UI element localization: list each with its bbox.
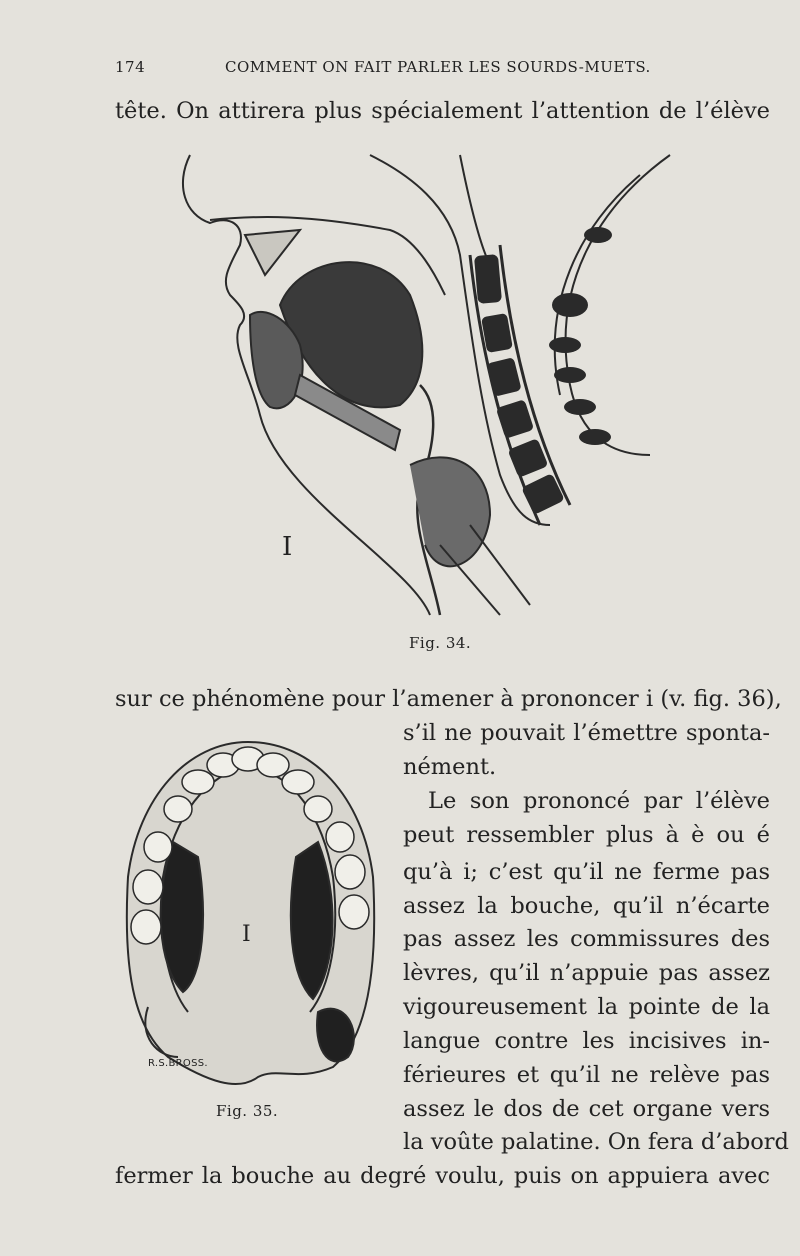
column-line: assez la bouche, qu’il n’écarte [403, 893, 770, 919]
figure-34-label: I [282, 532, 293, 562]
page-number: 174 [115, 58, 146, 76]
text-line-bottom: fermer la bouche au degré voulu, puis on appuiera avec [115, 1163, 770, 1189]
column-line: vigoureusement la pointe de la [403, 994, 770, 1020]
column-line: peut ressembler plus à è ou é [403, 822, 770, 848]
column-line: langue contre les incisives in- [403, 1028, 770, 1054]
column-line: férieures et qu’il ne relève pas [403, 1062, 770, 1088]
column-line: Le son prononcé par l’élève [428, 788, 770, 814]
column-line: qu’à i; c’est qu’il ne ferme pas [403, 859, 770, 885]
engraver-signature: R.S.BROSS. [148, 1058, 208, 1069]
column-line: s’il ne pouvait l’émettre sponta- [403, 720, 770, 746]
text-line-after-fig34: sur ce phénomène pour l’amener à prononcer i (v. fig. 36), [115, 686, 782, 712]
column-line: pas assez les commissures des [403, 926, 770, 952]
figure-35-caption: Fig. 35. [216, 1102, 279, 1120]
figure-34-caption: Fig. 34. [409, 634, 472, 652]
figure-35-label: I [242, 922, 251, 947]
column-line: la voûte palatine. On fera d’abord [403, 1129, 789, 1155]
column-line: assez le dos de cet organe vers [403, 1096, 770, 1122]
column-line: lèvres, qu’il n’appuie pas assez [403, 960, 770, 986]
column-line: nément. [403, 754, 497, 780]
figure-35-illustration [118, 737, 380, 1095]
figure-34-illustration [170, 145, 690, 625]
running-title: COMMENT ON FAIT PARLER LES SOURDS-MUETS. [225, 58, 651, 76]
running-header [115, 58, 770, 88]
text-line-top: tête. On attirera plus spécialement l’attention de l’élève [115, 98, 770, 124]
